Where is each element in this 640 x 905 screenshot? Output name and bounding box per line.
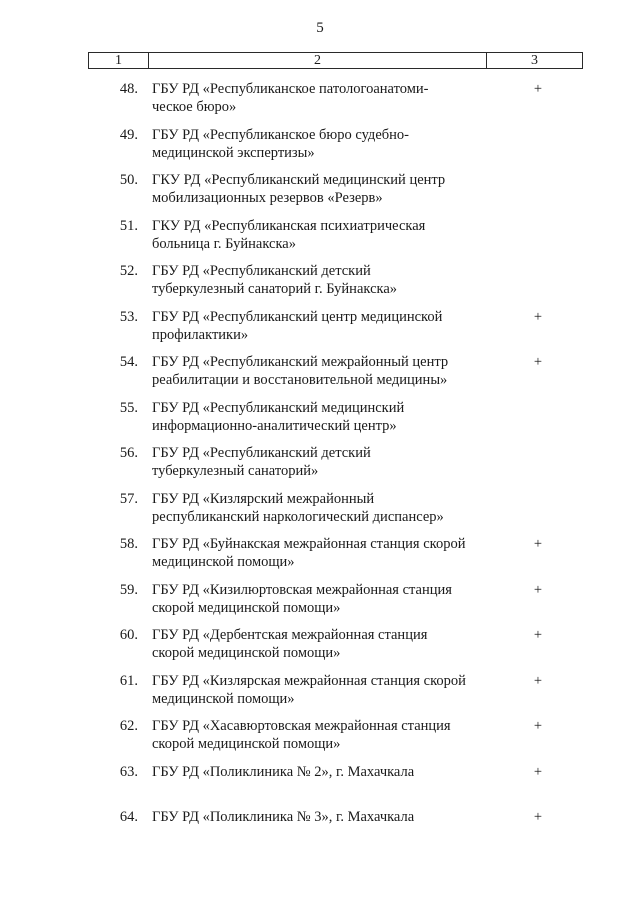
column-header-name: 2 — [149, 53, 487, 68]
plus-mark: + — [533, 581, 543, 598]
row-number: 49. — [119, 126, 138, 143]
institution-name-line-2: медицинской помощи» — [152, 690, 295, 707]
table-row — [0, 171, 640, 217]
plus-mark: + — [533, 718, 543, 734]
institution-name — [152, 126, 497, 162]
plus-mark: + — [533, 536, 543, 552]
table-row — [0, 717, 640, 763]
row-number: 53. — [119, 308, 138, 325]
plus-mark: + — [533, 672, 543, 689]
table-row — [0, 126, 640, 172]
institution-name-line-1: ГБУ РД «Буйнакская межрайонная станция скорой — [152, 536, 466, 552]
institution-name — [152, 581, 497, 617]
table-row — [0, 581, 640, 627]
table-row — [0, 399, 640, 445]
institution-name — [152, 399, 497, 435]
institution-name — [152, 763, 497, 781]
institution-name-line-2: туберкулезный санаторий» — [152, 463, 319, 479]
institution-name-line-2: туберкулезный санаторий г. Буйнакска» — [152, 281, 398, 297]
institution-name-line-2: медицинской экспертизы» — [152, 144, 315, 161]
row-number: 61. — [119, 672, 138, 689]
institution-name-line-1: ГБУ РД «Республиканский детский — [152, 263, 371, 279]
institution-name — [152, 490, 497, 526]
institution-name-line-1: ГКУ РД «Республиканская психиатрическая — [152, 217, 426, 234]
institution-name-line-1: ГБУ РД «Кизилюртовская межрайонная станция — [152, 581, 452, 598]
table-row — [0, 672, 640, 718]
institution-name — [152, 217, 497, 253]
institution-name-line-1: ГБУ РД «Хасавюртовская межрайонная станция — [152, 718, 451, 734]
plus-mark: + — [533, 627, 543, 643]
institution-name-line-2: скорой медицинской помощи» — [152, 645, 341, 661]
institution-name — [152, 626, 497, 662]
institution-name-line-2: информационно-аналитический центр» — [152, 417, 397, 434]
page-number: 5 — [316, 20, 324, 36]
plus-mark: + — [533, 308, 543, 325]
institution-name — [152, 80, 497, 116]
row-number: 58. — [119, 536, 138, 552]
table-header — [88, 52, 583, 69]
institution-name — [152, 672, 497, 708]
institution-name-line-2: реабилитации и восстановительной медицины» — [152, 372, 448, 388]
institution-name — [152, 535, 497, 571]
row-number: 57. — [119, 490, 138, 507]
institution-name — [152, 717, 497, 753]
plus-mark: + — [533, 81, 543, 97]
row-number: 52. — [119, 263, 138, 279]
institution-name-line-1: ГБУ РД «Дербентская межрайонная станция — [152, 627, 428, 643]
column-header-mark: 3 — [531, 53, 538, 68]
institution-name-line-1: ГБУ РД «Республиканский детский — [152, 445, 371, 461]
institution-name-line-2: профилактики» — [152, 326, 249, 343]
row-number: 51. — [119, 217, 138, 234]
plus-mark: + — [533, 809, 543, 825]
institution-name-line-1: ГБУ РД «Поликлиника № 2», г. Махачкала — [152, 763, 415, 780]
institution-name — [152, 444, 497, 480]
row-number: 63. — [119, 763, 138, 780]
table-row — [0, 308, 640, 354]
institution-name-line-2: скорой медицинской помощи» — [152, 736, 341, 752]
institution-name-line-1: ГБУ РД «Республиканский центр медицинской — [152, 308, 443, 325]
row-number: 64. — [119, 809, 138, 825]
row-number: 56. — [119, 445, 138, 461]
plus-mark: + — [533, 763, 543, 780]
table-row — [0, 353, 640, 399]
table-row — [0, 217, 640, 263]
table-row — [0, 262, 640, 308]
row-number: 50. — [119, 172, 138, 188]
institution-name-line-2: больница г. Буйнакска» — [152, 235, 296, 252]
institution-name — [152, 353, 497, 389]
table-row — [0, 808, 640, 854]
institution-name — [152, 308, 497, 344]
institution-name — [152, 808, 497, 826]
row-number: 60. — [119, 627, 138, 643]
institution-name-line-2: медицинской помощи» — [152, 554, 295, 570]
row-number: 54. — [119, 354, 138, 370]
table-row — [0, 535, 640, 581]
institution-name — [152, 171, 497, 207]
institution-name-line-1: ГБУ РД «Кизлярская межрайонная станция скорой — [152, 672, 466, 689]
row-number: 59. — [119, 581, 138, 598]
table-row — [0, 444, 640, 490]
institution-name-line-1: ГБУ РД «Республиканский межрайонный центр — [152, 354, 449, 370]
institution-name-line-1: ГБУ РД «Республиканский медицинский — [152, 399, 405, 416]
table-row — [0, 626, 640, 672]
institution-name-line-1: ГКУ РД «Республиканский медицинский центр — [152, 172, 446, 188]
institution-name-line-1: ГБУ РД «Республиканское патологоанатоми- — [152, 81, 429, 97]
institution-name — [152, 262, 497, 298]
row-number: 55. — [119, 399, 138, 416]
table-row — [0, 763, 640, 809]
institution-name-line-2: ческое бюро» — [152, 99, 237, 115]
institution-name-line-1: ГБУ РД «Кизлярский межрайонный — [152, 490, 375, 507]
table-body — [0, 80, 640, 854]
table-row — [0, 80, 640, 126]
institution-name-line-1: ГБУ РД «Республиканское бюро судебно- — [152, 126, 409, 143]
institution-name-line-2: мобилизационных резервов «Резерв» — [152, 190, 383, 206]
row-number: 48. — [119, 81, 138, 97]
row-number: 62. — [119, 718, 138, 734]
plus-mark: + — [533, 354, 543, 370]
table-row — [0, 490, 640, 536]
institution-name-line-2: скорой медицинской помощи» — [152, 599, 341, 616]
institution-name-line-1: ГБУ РД «Поликлиника № 3», г. Махачкала — [152, 809, 415, 825]
column-header-number: 1 — [89, 53, 149, 68]
institution-name-line-2: республиканский наркологический диспансер» — [152, 508, 444, 525]
